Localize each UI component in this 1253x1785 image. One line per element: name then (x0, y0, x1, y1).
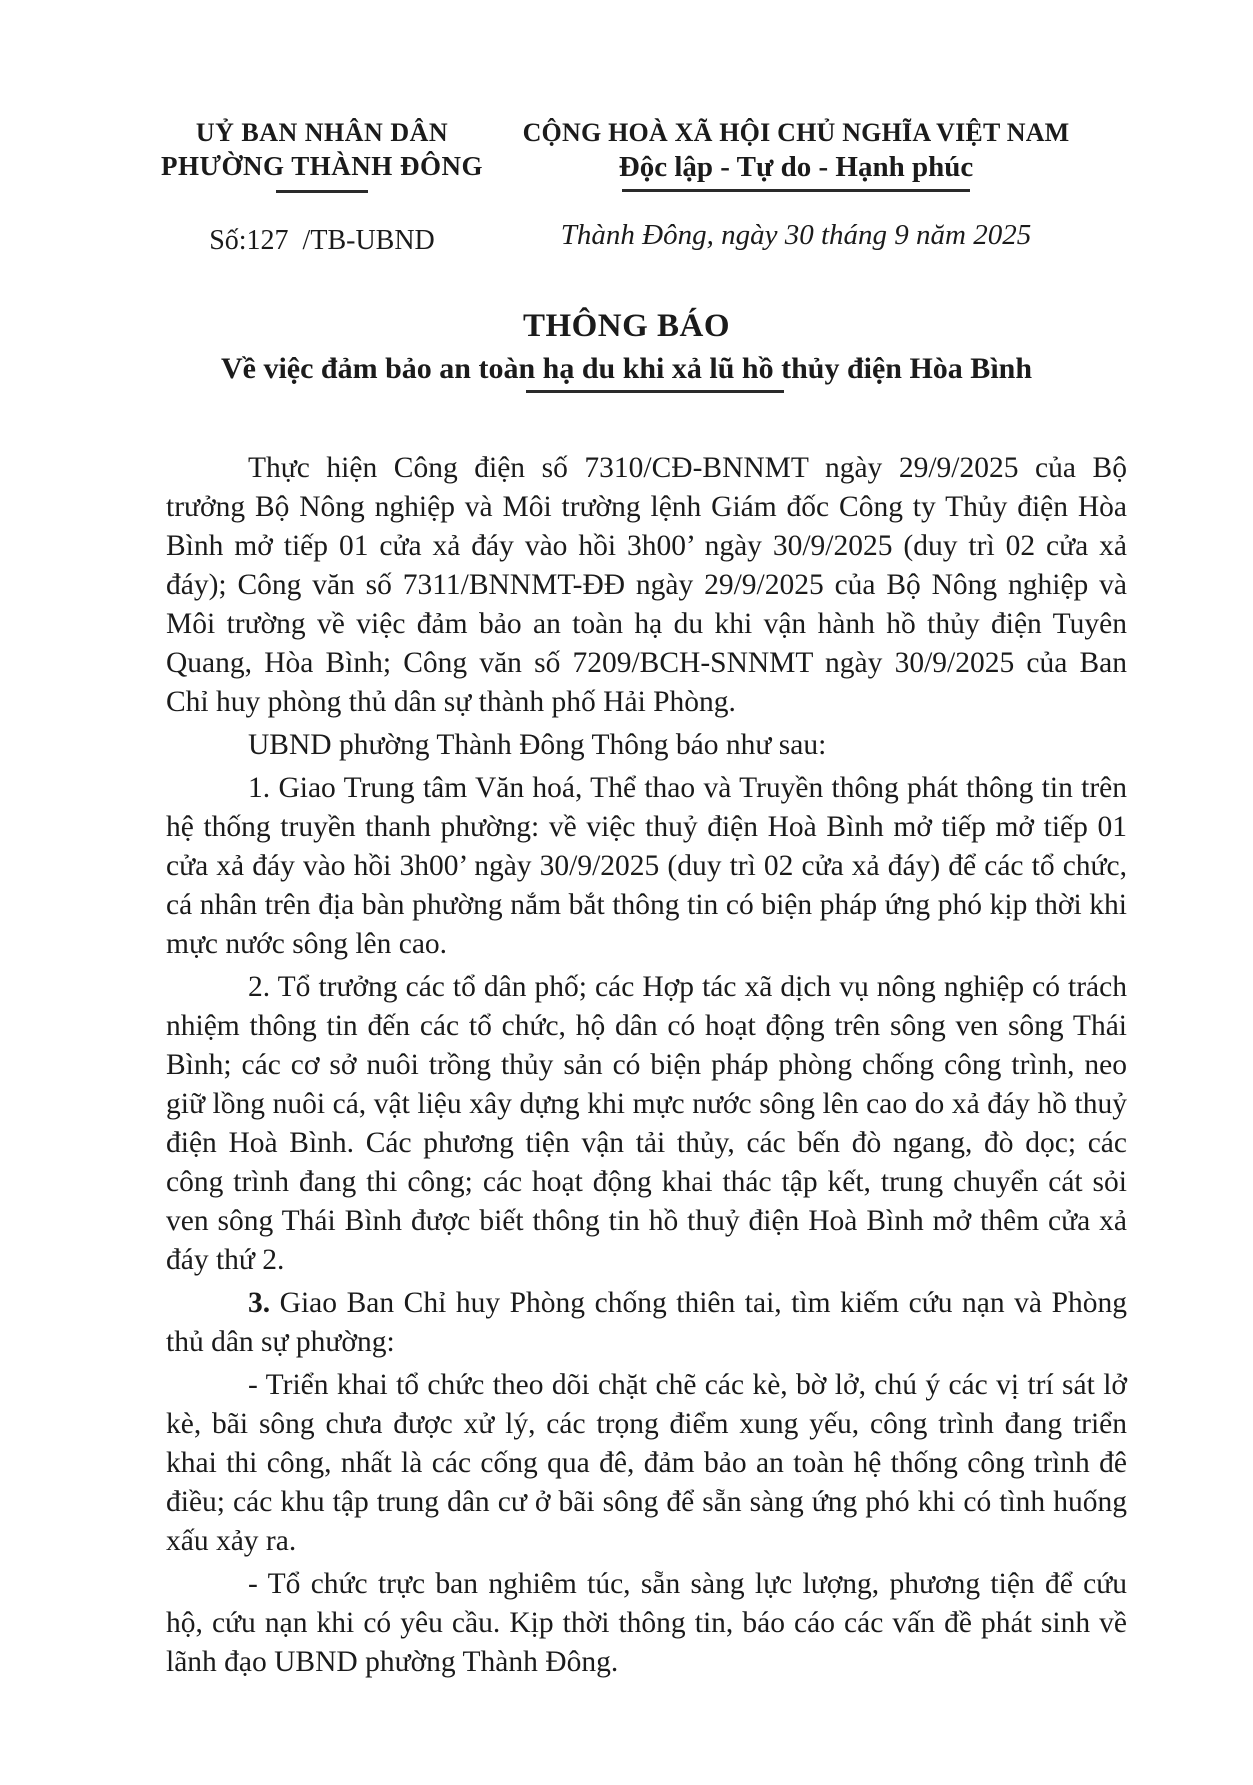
paragraph-5-text: Giao Ban Chỉ huy Phòng chống thiên tai, tìm kiếm cứu nạn và Phòng thủ dân sự phường: (166, 1287, 1127, 1358)
paragraph-1-text: Thực hiện Công điện số 7310/CĐ-BNNMT ngày 29/9/2025 của Bộ trưởng Bộ Nông nghiệp và Môi trường lệnh Giám đốc Công ty Thủy điện Hòa Bình mở tiếp 01 cửa xả đáy vào hồi 3h00’ ngày 30/9/2025 (duy trì 02 cửa xả đáy); Công văn số 7311/BNNMT-ĐĐ ngày 29/9/2025 của Bộ Nông nghiệp và Môi trường về việc đảm bảo an toàn hạ du khi vận hành hồ thủy điện Tuyên Quang, Hòa Bình; Công văn số 7209/BCH-SNNMT ngày 30/9/2025 của Ban Chỉ huy phòng thủ dân sự thành phố Hải Phòng. (166, 452, 1127, 718)
paragraph-3 (166, 769, 1127, 964)
document-body (166, 449, 1127, 1682)
doc-subject: Về việc đảm bảo an toàn hạ du khi xả lũ hồ thủy điện Hòa Bình (220, 352, 1033, 385)
paragraph-2 (166, 726, 1127, 765)
paragraph-1 (166, 449, 1127, 722)
paragraph-2-text: UBND phường Thành Đông Thông báo như sau: (248, 729, 827, 761)
doc-title: THÔNG BÁO (522, 308, 731, 344)
paragraph-3-text: 1. Giao Trung tâm Văn hoá, Thể thao và Truyền thông phát thông tin trên hệ thống truyền thanh phường: về việc thuỷ điện Hoà Bình mở tiếp mở tiếp 01 cửa xả đáy vào hồi 3h00’ ngày 30/9/2025 (duy trì 02 cửa xả đáy) để các tổ chức, cá nhân trên địa bàn phường nắm bắt thông tin có biện pháp ứng phó kịp thời khi mực nước sông lên cao. (166, 772, 1127, 960)
paragraph-5 (166, 1284, 1127, 1362)
paragraph-6 (166, 1366, 1127, 1561)
national-block (522, 116, 1070, 257)
paragraph-4 (166, 968, 1127, 1280)
motto-underline (622, 189, 970, 192)
issuer-block (148, 116, 496, 257)
place-date-line: Thành Đông, ngày 30 tháng 9 năm 2025 (560, 219, 1032, 251)
paragraph-4-text: 2. Tổ trưởng các tổ dân phố; các Hợp tác xã dịch vụ nông nghiệp có trách nhiệm thông tin đến các tổ chức, hộ dân có hoạt động trên sông ven sông Thái Bình; các cơ sở nuôi trồng thủy sản có biện pháp phòng chống công trình, neo giữ lồng nuôi cá, vật liệu xây dựng khi mực nước sông lên cao do xả đáy hồ thuỷ điện Hoà Bình. Các phương tiện vận tải thủy, các bến đò ngang, đò dọc; các công trình đang thi công; các hoạt động khai thác tập kết, trung chuyển cát sỏi ven sông Thái Bình được biết thông tin hồ thuỷ điện Hoà Bình mở thêm cửa xả đáy thứ 2. (166, 971, 1127, 1276)
paragraph-7 (166, 1565, 1127, 1682)
subject-underline (526, 390, 784, 393)
issuer-name: UỶ BAN NHÂN DÂN (195, 118, 449, 147)
national-title: CỘNG HOÀ XÃ HỘI CHỦ NGHĨA VIỆT NAM (522, 118, 1070, 147)
national-motto: Độc lập - Tự do - Hạnh phúc (618, 151, 974, 183)
paragraph-5-prefix: 3. (248, 1287, 271, 1319)
paragraph-7-text: - Tổ chức trực ban nghiêm túc, sẵn sàng lực lượng, phương tiện để cứu hộ, cứu nạn khi có yêu cầu. Kịp thời thông tin, báo cáo các vấn đề phát sinh về lãnh đạo UBND phường Thành Đông. (166, 1568, 1127, 1678)
issuer-underline (276, 190, 368, 193)
doc-number: Số:127 /TB-UBND (209, 225, 435, 256)
paragraph-6-text: - Triển khai tổ chức theo dõi chặt chẽ các kè, bờ lở, chú ý các vị trí sát lở kè, bãi sông chưa được xử lý, các trọng điểm xung yếu, công trình đang triển khai thi công, nhất là các cống qua đê, đảm bảo an toàn hệ thống công trình đê điều; các khu tập trung dân cư ở bãi sông để sẵn sàng ứng phó khi có tình huống xấu xảy ra. (166, 1369, 1127, 1557)
issuer-locality: PHƯỜNG THÀNH ĐÔNG (160, 151, 483, 181)
title-block (0, 307, 1253, 393)
document-header (0, 0, 1253, 257)
